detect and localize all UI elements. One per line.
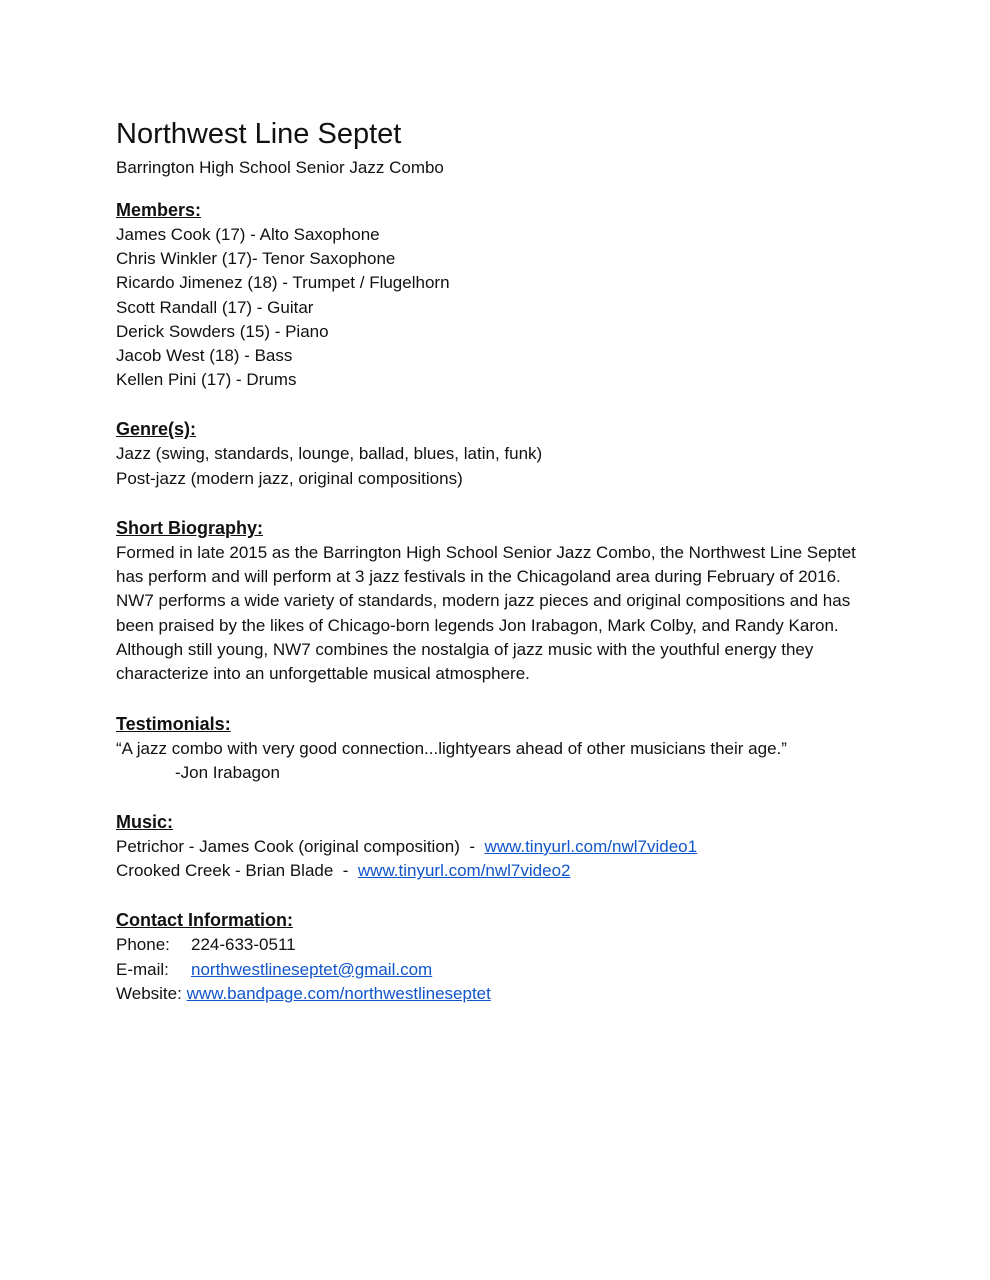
member-item: Chris Winkler (17)- Tenor Saxophone xyxy=(116,249,396,269)
contact-website-row xyxy=(116,982,876,1006)
document-title: Northwest Line Septet xyxy=(116,118,402,150)
member-item: James Cook (17) - Alto Saxophone xyxy=(116,225,380,244)
member-item: Kellen Pini (17) - Drums xyxy=(116,370,297,390)
email-label: E-mail: xyxy=(116,959,169,979)
contact-email-row xyxy=(116,958,876,982)
contact-section xyxy=(116,907,876,1006)
website-link[interactable]: www.bandpage.com/northwestlineseptet xyxy=(186,983,491,1003)
biography-section xyxy=(116,515,876,687)
biography-text: Formed in late 2015 as the Barrington High School Senior Jazz Combo, the Northwest Line Septet has perform and will perform at 3 jazz festivals in the Chicagoland area during February of 2016. NW7 performs a wide variety of standards, modern jazz pieces and original compositions and has been praised by the likes of Chicago-born legends Jon Irabagon, Mark Colby, and Randy Karon. Although still young, NW7 combines the nostalgia of jazz music with the youthful energy they characterize into an unforgettable musical atmosphere. xyxy=(116,542,856,684)
document-subtitle: Barrington High School Senior Jazz Combo xyxy=(116,158,444,177)
track-video-link[interactable]: www.tinyurl.com/nwl7video1 xyxy=(484,837,698,857)
music-track xyxy=(116,835,876,859)
website-label: Website: xyxy=(116,983,182,1003)
member-item: Scott Randall (17) - Guitar xyxy=(116,297,314,317)
email-link[interactable]: northwestlineseptet@gmail.com xyxy=(191,959,433,979)
member-item: Ricardo Jimenez (18) - Trumpet / Flugelhorn xyxy=(116,273,450,293)
track-video-link[interactable]: www.tinyurl.com/nwl7video2 xyxy=(357,861,571,881)
document-page xyxy=(116,112,876,1006)
track-description: Petrichor - James Cook (original composition) - xyxy=(116,837,485,857)
genre-item: Post-jazz (modern jazz, original compositions) xyxy=(116,468,463,488)
members-heading: Members: xyxy=(116,200,202,220)
member-item: Derick Sowders (15) - Piano xyxy=(116,321,329,341)
music-section xyxy=(116,809,876,883)
testimonials-section xyxy=(116,711,876,785)
music-heading: Music: xyxy=(116,812,174,833)
track-description: Crooked Creek - Brian Blade - xyxy=(116,861,358,881)
genres-section xyxy=(116,416,876,490)
phone-label: Phone: xyxy=(116,935,170,955)
phone-value: 224-633-0511 xyxy=(191,935,296,955)
genre-item: Jazz (swing, standards, lounge, ballad, blues, latin, funk) xyxy=(116,444,543,464)
testimonial-quote: “A jazz combo with very good connection...lightyears ahead of other musicians their age.” xyxy=(116,738,787,758)
genres-heading: Genre(s): xyxy=(116,419,197,440)
biography-heading: Short Biography: xyxy=(116,517,263,538)
contact-phone-row xyxy=(116,933,876,957)
member-item: Jacob West (18) - Bass xyxy=(116,346,293,366)
contact-heading: Contact Information: xyxy=(116,910,293,931)
members-section xyxy=(116,197,876,392)
music-track xyxy=(116,859,876,883)
testimonial-author: -Jon Irabagon xyxy=(175,762,280,782)
testimonials-heading: Testimonials: xyxy=(116,713,231,734)
